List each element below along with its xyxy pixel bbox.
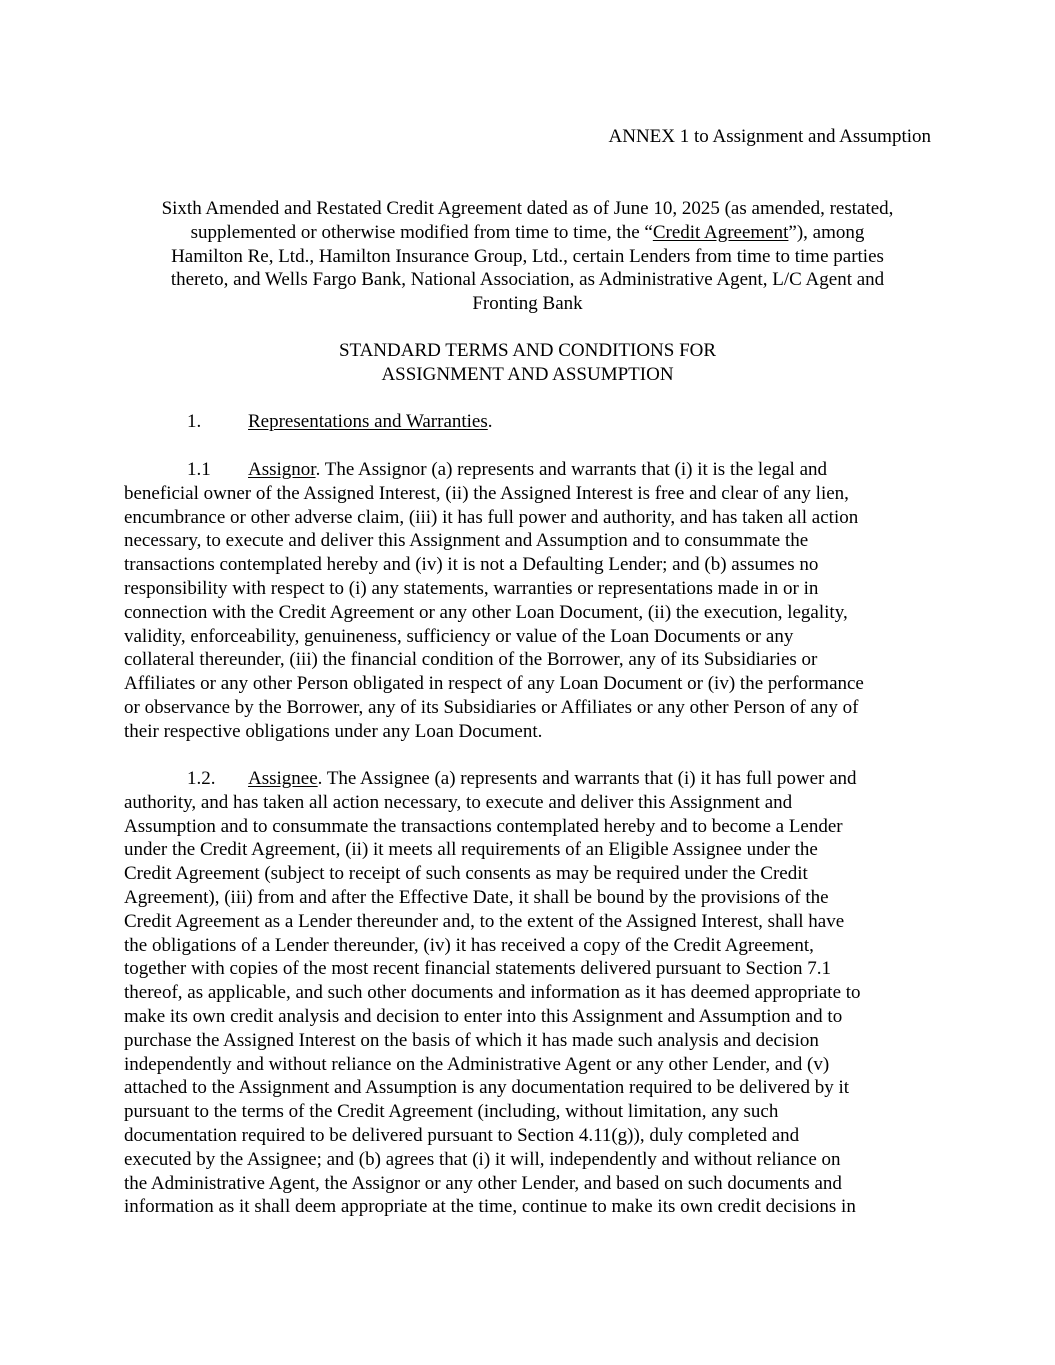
- paragraph-1-2-heading: Assignee: [248, 768, 318, 789]
- paragraph-1-1: [124, 458, 944, 744]
- paragraph-1-1-heading: Assignor: [248, 459, 316, 480]
- paragraph-1-1-body: [124, 482, 944, 744]
- paragraph-1-2-number: 1.2.: [187, 768, 216, 789]
- paragraph-line: necessary, to execute and deliver this Assignment and Assumption and to consummate the: [124, 530, 809, 552]
- paragraph-1-1-first-text: . The Assignor (a) represents and warrants that (i) it is the legal and: [315, 459, 828, 480]
- paragraph-line: transactions contemplated hereby and (iv) it is not a Defaulting Lender; and (b) assumes no: [124, 554, 819, 576]
- paragraph-line: Credit Agreement (subject to receipt of such consents as may be required under the Credit: [124, 863, 808, 885]
- title-line-text: Sixth Amended and Restated Credit Agreement dated as of June 10, 2025 (as amended, restated,: [161, 198, 894, 219]
- paragraph-line: pursuant to the terms of the Credit Agreement (including, without limitation, any such: [124, 1101, 779, 1123]
- paragraph-line: purchase the Assigned Interest on the basis of which it has made such analysis and decision: [124, 1029, 819, 1051]
- paragraph-line: thereof, as applicable, and such other documents and information as it has deemed appropriate to: [124, 982, 861, 1004]
- standard-terms-heading: [110, 339, 945, 387]
- standard-terms-line-1: STANDARD TERMS AND CONDITIONS FOR: [338, 340, 717, 361]
- paragraph-line: collateral thereunder, (iii) the financial condition of the Borrower, any of its Subsidiaries or: [124, 649, 818, 671]
- paragraph-1-1-first-line: [124, 458, 944, 482]
- title-line-text-end: ”), among: [788, 221, 865, 243]
- title-line-text: Fronting Bank: [472, 293, 583, 315]
- paragraph-1-2: [124, 767, 944, 1219]
- paragraph-line: attached to the Assignment and Assumption is any documentation required to be delivered by it: [124, 1077, 850, 1099]
- agreement-title: [110, 197, 945, 316]
- paragraph-line: Agreement), (iii) from and after the Effective Date, it shall be bound by the provisions of the: [124, 886, 829, 908]
- title-line: [110, 268, 945, 292]
- title-line: [110, 245, 945, 269]
- paragraph-line: connection with the Credit Agreement or any other Loan Document, (ii) the execution, legality,: [124, 601, 848, 623]
- paragraph-line: documentation required to be delivered pursuant to Section 4.11(g)), duly completed and: [124, 1124, 800, 1146]
- section-1-heading: [187, 410, 493, 434]
- paragraph-line: encumbrance or other adverse claim, (iii) it has full power and authority, and has taken all action: [124, 506, 859, 528]
- paragraph-line: validity, enforceability, genuineness, sufficiency or value of the Loan Documents or any: [124, 625, 794, 647]
- paragraph-1-2-first-text: . The Assignee (a) represents and warrants that (i) it has full power and: [317, 768, 857, 789]
- paragraph-1-2-first-line: [124, 767, 944, 791]
- paragraph-1-2-body: [124, 791, 944, 1219]
- paragraph-line: responsibility with respect to (i) any statements, warranties or representations made in or in: [124, 577, 819, 599]
- paragraph-line: Affiliates or any other Person obligated in respect of any Loan Document or (iv) the performance: [124, 673, 864, 695]
- paragraph-line: Assumption and to consummate the transactions contemplated hereby and to become a Lender: [124, 815, 843, 837]
- paragraph-line: together with copies of the most recent financial statements delivered pursuant to Section 7.1: [124, 958, 832, 980]
- credit-agreement-defined-term: Credit Agreement: [652, 221, 789, 243]
- paragraph-line: their respective obligations under any Loan Document.: [124, 720, 543, 742]
- paragraph-line: the Administrative Agent, the Assignor or any other Lender, and based on such documents and: [124, 1172, 842, 1194]
- title-line: [110, 221, 945, 245]
- paragraph-line: information as it shall deem appropriate at the time, continue to make its own credit decisions in: [124, 1196, 856, 1218]
- paragraph-line: independently and without reliance on the Administrative Agent or any other Lender, and (v): [124, 1053, 830, 1075]
- title-line-text: Hamilton Re, Ltd., Hamilton Insurance Group, Ltd., certain Lenders from time to time parties: [171, 245, 884, 267]
- paragraph-line: Credit Agreement as a Lender thereunder and, to the extent of the Assigned Interest, shall have: [124, 910, 845, 932]
- title-line-text: supplemented or otherwise modified from time to time, the “: [190, 221, 653, 243]
- standard-terms-line-2: ASSIGNMENT AND ASSUMPTION: [381, 363, 674, 385]
- title-line: [110, 292, 945, 316]
- paragraph-line: beneficial owner of the Assigned Interest, (ii) the Assigned Interest is free and clear of any lien,: [124, 482, 849, 504]
- paragraph-line: or observance by the Borrower, any of its Subsidiaries or Affiliates or any other Person of any of: [124, 696, 859, 718]
- paragraph-line: under the Credit Agreement, (ii) it meets all requirements of an Eligible Assignee under the: [124, 839, 818, 861]
- paragraph-line: the obligations of a Lender thereunder, (iv) it has received a copy of the Credit Agreement,: [124, 934, 814, 956]
- paragraph-line: authority, and has taken all action necessary, to execute and deliver this Assignment and: [124, 791, 793, 813]
- paragraph-line: executed by the Assignee; and (b) agrees that (i) it will, independently and without reliance on: [124, 1148, 841, 1170]
- section-1-suffix: .: [487, 411, 493, 432]
- title-line-text: thereto, and Wells Fargo Bank, National Association, as Administrative Agent, L/C Agent and: [170, 269, 885, 291]
- paragraph-line: make its own credit analysis and decision to enter into this Assignment and Assumption and to: [124, 1005, 843, 1027]
- section-1-title: Representations and Warranties: [248, 411, 488, 432]
- annex-header: ANNEX 1 to Assignment and Assumption: [608, 126, 931, 147]
- title-line: [110, 197, 945, 221]
- paragraph-1-1-number: 1.1: [187, 459, 211, 480]
- section-1-number: 1.: [187, 411, 202, 432]
